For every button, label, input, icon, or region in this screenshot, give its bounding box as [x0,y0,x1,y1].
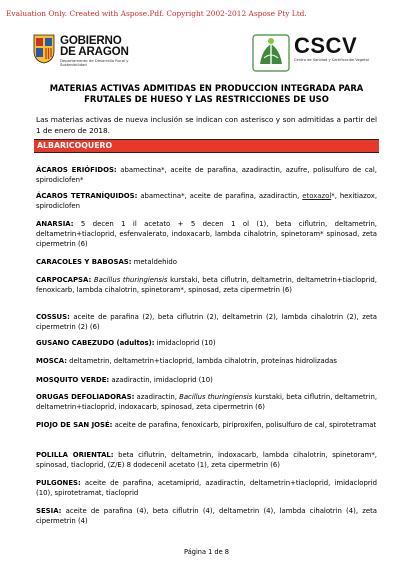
pest-entry [36,356,377,366]
pest-label: PULGONES: [36,479,81,487]
title-line2: FRUTALES DE HUESO Y LAS RESTRICCIONES DE USO [84,94,329,104]
cscv-logo [252,34,382,74]
pest-entry [36,257,377,267]
pest-label: GUSANO CABEZUDO (adultos): [36,339,155,347]
pest-entry [36,191,377,211]
cscv-plant-icon [252,34,290,72]
pest-entry [36,312,377,332]
pest-entry [36,506,377,526]
pest-entry [36,478,377,498]
pest-label: MOSQUITO VERDE: [36,376,110,384]
document-title [36,83,377,105]
gobierno-aragon-logo [32,34,152,68]
page-number: Página 1 de 8 [184,548,229,556]
title-line1: MATERIAS ACTIVAS ADMITIDAS EN PRODUCCION INTEGRADA PARA [49,83,364,93]
pest-label: POLILLA ORIENTAL: [36,451,114,459]
gobierno-aragon-name [60,35,129,57]
pest-treatments-after: *, hexitiazox, spirodiclofen [36,192,378,211]
pest-treatments: imidacloprid (10) [154,339,216,347]
pest-treatments: aceite de parafina (2), beta ciflutrin (2), deltametrin (2), lambda cihalotrin (2), zeta cipermetrin (2) (6) [36,313,377,332]
pest-treatments: metaldehido [131,258,177,266]
aragon-shield-icon [32,34,56,64]
pest-entry [36,165,377,185]
etoxazol-link[interactable]: etoxazol [302,192,332,200]
pest-label: ÁCAROS TETRANÍQUIDOS: [36,192,138,200]
pest-label: PIOJO DE SAN JOSÉ: [36,421,113,429]
pest-entry [36,392,377,412]
pest-treatments: 5 decen 1 il acetato + 5 decen 1 ol (1), beta ciflutrin, deltametrin, deltametrin+tiacloprid, esfenvalerato, indoxacarb, lambda cihalotrin, spinetoram* spinosad, zeta cipermetrin (6) [36,220,377,249]
pest-treatments: abamectina*, aceite de parafina, azadiractin, [137,192,303,200]
watermark-text: Evaluation Only. Created with Aspose.Pdf. Copyright 2002-2012 Aspose Pty Ltd. [6,9,307,18]
pest-label: ORUGAS DEFOLIADORAS: [36,393,135,401]
pest-treatments: azadiractin, imidacloprid (10) [109,376,213,384]
logo-name-line1: GOBIERNO [60,34,122,47]
pest-label: ANARSIA: [36,220,74,228]
gobierno-aragon-subtitle: Departamento de Desarrollo Rural y Sostenibilidad [60,58,129,68]
section-title: ALBARICOQUERO [37,141,113,150]
pest-label: COSSUS: [36,313,70,321]
pest-species: Bacillus thuringiensis [91,276,168,284]
section-header [34,139,379,153]
logo-name-line2: DE ARAGON [60,45,129,58]
pest-treatments: aceite de parafina (4), beta ciflutrin (4), deltametrin (4), lambda cihalotrin (4), zeta cipermetrin (4) [36,507,377,526]
cscv-subtitle: Centro de Sanidad y Certificación Vegetal [294,58,369,62]
pest-entry [36,450,377,470]
pest-label: CARPOCAPSA: [36,276,92,284]
pest-treatments-pre: azadiractin, [134,393,180,401]
pest-treatments: aceite de parafina, fenoxicarb, piriproxifen, polisulfuro de cal, spirotetramat [112,421,377,429]
pest-label: ÁCAROS ERIÓFIDOS: [36,166,117,174]
pest-treatments: kurstaki, beta ciflutrin, deltametrin, deltametrin+tiacloprid, fenoxicarb, lambda cihalotrin, spinetoram*, spinosad, zeta cipermetrin (6) [36,276,377,295]
pest-treatments: aceite de parafina, acetamiprid, azadiractin, deltametrin+tiacloprid, imidacloprid (10), spirotetramat, tiacloprid [36,479,377,498]
pest-entry [36,375,377,385]
pest-entry [36,275,377,295]
pest-label: SESIA: [36,507,62,515]
pest-entry [36,420,377,430]
pest-treatments: beta ciflutrin, deltametrin, indoxacarb, lambda cihalotrin, spinetoram*, spinosad, tiacloprid, (Z/E) 8 dodecenil acetato (1), zeta cipermetrin (6) [36,451,377,470]
pest-species: Bacillus thuringiensis [179,393,253,401]
pest-treatments: kurstaki, beta ciflutrin, deltametrin, deltametrin+tiacloprid, indoxacarb, spinosad, zeta cipermetrin (6) [36,393,378,412]
intro-paragraph: Las materias activas de nueva inclusión se indican con asterisco y son admitidas a partir del 1 de enero de 2018. [36,115,377,135]
pest-treatments: deltametrin, deltametrin+tiacloprid, lambda cihalotrin, proteínas hidrolizadas [66,357,337,365]
pest-label: MOSCA: [36,357,67,365]
cscv-name: CSCV [294,33,358,58]
pest-treatments: abamectina*, aceite de parafina, azadiractin, azufre, polisulfuro de cal, spirodiclofen* [36,166,377,185]
pest-label: CARACOLES Y BABOSAS: [36,258,132,266]
pest-entry [36,338,377,348]
pest-entry [36,219,377,250]
